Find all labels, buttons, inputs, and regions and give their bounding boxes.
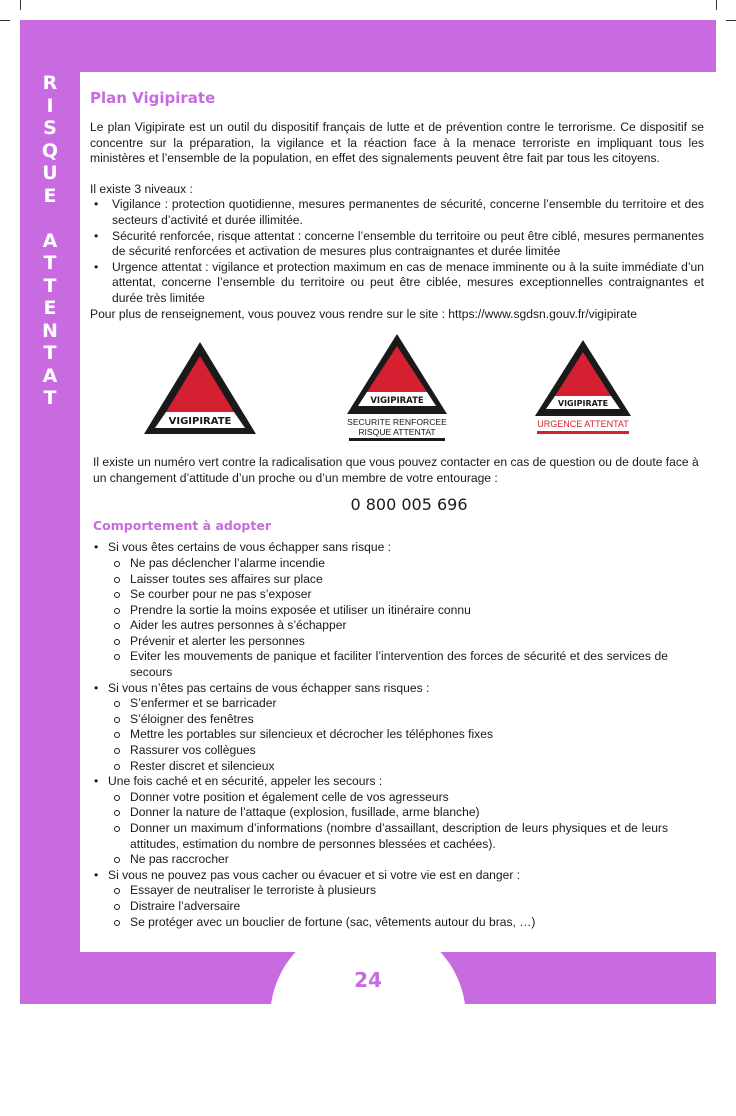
behavior-sub-item: Rassurer vos collègues: [130, 743, 668, 759]
behavior-item: [108, 681, 668, 775]
behavior-sub-item: Aider les autres personnes à s’échapper: [130, 618, 668, 634]
behavior-item: [108, 774, 668, 868]
behavior-sub-list: [108, 790, 668, 868]
behavior-sub-item: Laisser toutes ses affaires sur place: [130, 572, 668, 588]
level-item: • Urgence attentat : vigilance et protection maximum en cas de menace imminente ou à la suite immédiate d’un attentat, concerne l’ensemble du territoire ou peut être ciblée, mesures exceptionnelles contraignantes et durée très limitée: [108, 260, 704, 307]
behavior-item: [108, 540, 668, 680]
behavior-sub-item: Rester discret et silencieux: [130, 759, 668, 775]
crop-mark: [726, 20, 736, 21]
crop-mark: [716, 0, 717, 10]
side-label-letter: Q: [41, 139, 59, 162]
behavior-item-text: Si vous ne pouvez pas vous cacher ou évacuer et si votre vie est en danger :: [108, 867, 521, 882]
behavior-item-text: Si vous n’êtes pas certains de vous échapper sans risques :: [108, 680, 430, 695]
behavior-sub-item: Donner votre position et également celle de vos agresseurs: [130, 790, 668, 806]
level-item: • Sécurité renforcée, risque attentat : concerne l’ensemble du territoire ou peut être ciblé, mesures permanentes de sécurité renforcées et activation de mesures plus contraignantes et durée limitée: [108, 229, 704, 260]
behavior-sub-item: Prévenir et alerter les personnes: [130, 634, 668, 650]
behavior-item-text: Une fois caché et en sécurité, appeler les secours :: [108, 774, 383, 789]
side-label-letter: T: [43, 252, 57, 274]
side-label-letter: U: [42, 162, 58, 184]
behavior-sub-item: Essayer de neutraliser le terroriste à plusieurs: [130, 883, 668, 899]
side-label-letter: R: [42, 72, 58, 94]
logo-underline: [537, 431, 629, 434]
level-item: • Vigilance : protection quotidienne, mesures permanentes de sécurité, concerne l’ensemble du territoire et des secteurs d’activité et durée illimitée.: [108, 197, 704, 228]
behavior-sub-item: Prendre la sortie la moins exposée et utiliser un itinéraire connu: [130, 603, 668, 619]
side-label-letter: T: [43, 274, 57, 297]
logo-caption: RISQUE ATTENTAT: [358, 427, 436, 438]
behavior-sub-list: [108, 883, 668, 930]
crop-mark: [20, 0, 21, 10]
more-info-link-text[interactable]: Pour plus de renseignement, vous pouvez vous rendre sur le site : https://www.sgdsn.gouv.fr/vigipirate: [90, 306, 637, 321]
vigipirate-vigilance-logo: [142, 340, 258, 436]
logo-caption: URGENCE ATTENTAT: [537, 419, 629, 430]
hotline-number[interactable]: 0 800 005 696: [350, 495, 468, 515]
side-label-letter: A: [42, 364, 58, 387]
behavior-sub-item: Se protéger avec un bouclier de fortune (sac, vêtements autour du bras, …): [130, 915, 668, 931]
behavior-sub-item: Eviter les mouvements de panique et faciliter l’intervention des forces de sécurité et des services de secours: [130, 649, 668, 680]
main-content: [90, 88, 704, 930]
behavior-sub-item: Distraire l’adversaire: [130, 899, 668, 915]
side-label-letter: S: [43, 117, 57, 139]
page-number: 24: [354, 968, 382, 992]
behavior-sub-item: Donner un maximum d’informations (nombre d’assaillant, description de leurs physiques et de leurs attitudes, estimation du nombre de personnes blessées et cachées).: [130, 821, 668, 851]
levels-list: [90, 197, 704, 306]
hotline-intro: Il existe un numéro vert contre la radicalisation que vous pouvez contacter en cas de question ou de doute face à un changement d’attitude d’un proche ou d’un membre de votre entourage :: [93, 455, 699, 485]
behavior-item-text: Si vous êtes certains de vous échapper sans risque :: [108, 540, 392, 555]
side-label-letter: E: [43, 297, 57, 319]
behavior-sub-item: Ne pas déclencher l’alarme incendie: [130, 556, 668, 572]
side-label-letter: I: [46, 94, 54, 117]
behavior-sub-list: [108, 696, 668, 774]
logo-label: VIGIPIRATE: [168, 416, 232, 428]
behavior-sub-list: [108, 556, 668, 681]
side-label-letter: A: [42, 229, 58, 252]
side-label-letter: E: [43, 184, 57, 207]
section-title: Plan Vigipirate: [90, 89, 216, 107]
behavior-title: Comportement à adopter: [93, 518, 271, 534]
logo-caption: SECURITE RENFORCEE: [347, 417, 447, 428]
behavior-sub-item: Donner la nature de l’attaque (explosion, fusillade, arme blanche): [130, 805, 668, 821]
vigipirate-urgence-attentat-logo: [533, 338, 633, 438]
side-label-letter: T: [43, 387, 57, 409]
behavior-sub-item: Se courber pour ne pas s’exposer: [130, 587, 668, 603]
behavior-sub-item: Mettre les portables sur silencieux et décrocher les téléphones fixes: [130, 727, 668, 743]
vigipirate-logos: [90, 328, 704, 443]
side-label-risque-attentat: [20, 72, 80, 410]
levels-intro: Il existe 3 niveaux :: [90, 181, 193, 196]
behavior-sub-item: S’éloigner des fenêtres: [130, 712, 668, 728]
intro-paragraph: Le plan Vigipirate est un outil du dispositif français de lutte et de prévention contre le terrorisme. Ce dispositif se concentre sur la préparation, la vigilance et la réaction face à la menace terroriste en impliquant tous les ministères et l’ensemble de la population, en effet des signalements peuvent être fait par tous les citoyens.: [90, 120, 704, 166]
side-label-letter: N: [42, 319, 58, 342]
logo-underline: [349, 438, 445, 441]
behavior-sub-item: Ne pas raccrocher: [130, 852, 668, 868]
page-margin: [0, 1004, 736, 1024]
logo-label: VIGIPIRATE: [370, 396, 424, 407]
vigipirate-securite-renforcee-logo: [345, 332, 449, 444]
crop-mark: [0, 20, 10, 21]
logo-label: VIGIPIRATE: [557, 399, 609, 409]
behavior-list: [90, 540, 668, 930]
side-label-letter: [20, 207, 80, 230]
side-label-letter: T: [43, 342, 57, 364]
behavior-item: [108, 868, 668, 930]
behavior-sub-item: S’enfermer et se barricader: [130, 696, 668, 712]
